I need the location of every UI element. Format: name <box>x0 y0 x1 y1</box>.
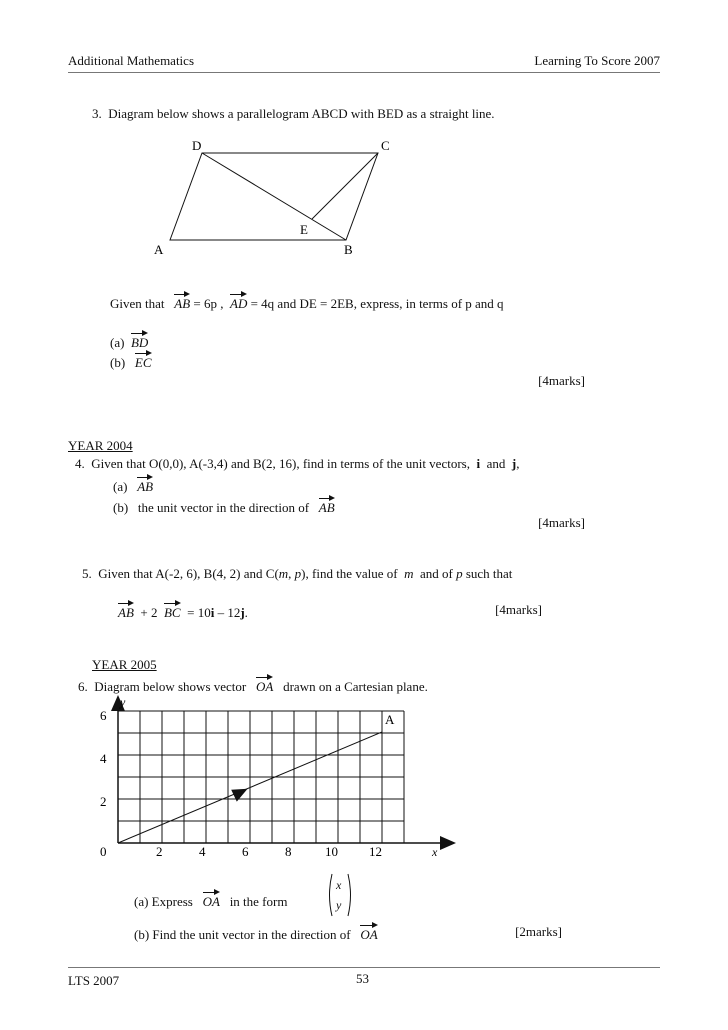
vector-ab: AB <box>137 475 153 495</box>
footer-left: LTS 2007 <box>68 973 120 988</box>
q4-part-a: (a) AB <box>113 475 153 495</box>
vector-oa: OA <box>360 923 377 943</box>
q3-part-a: (a) BD <box>110 331 148 351</box>
y-tick-6: 6 <box>100 708 107 723</box>
x-tick-10: 10 <box>325 844 338 859</box>
page-number: 53 <box>356 971 369 986</box>
x-tick-0: 0 <box>100 844 107 859</box>
line-ec <box>312 153 378 219</box>
parallelogram-diagram <box>140 136 400 266</box>
label-e: E <box>300 222 308 237</box>
x-axis-label: x <box>432 845 438 859</box>
vector-bd: BD <box>131 331 148 351</box>
vector-ab: AB <box>319 496 335 516</box>
label-a: A <box>154 242 164 257</box>
y-tick-4: 4 <box>100 751 107 766</box>
column-vector-y: y <box>336 898 342 912</box>
label-d: D <box>192 138 202 153</box>
q6-text: 6. Diagram below shows vector OA drawn on a Cartesian plane. <box>78 675 428 695</box>
q5-marks: [4marks] <box>495 602 542 617</box>
q6-part-a: (a) Express OA in the form <box>134 890 287 910</box>
x-tick-6: 6 <box>242 844 249 859</box>
header-left: Additional Mathematics <box>68 53 195 68</box>
cartesian-grid <box>88 693 468 868</box>
footer-rule <box>68 967 660 968</box>
q5-text: 5. Given that A(-2, 6), B(4, 2) and C(m, p), find the value of m and of p such that <box>82 566 513 581</box>
vector-oa: OA <box>256 675 273 695</box>
vector-ec: EC <box>135 351 152 371</box>
vector-ad: AD <box>230 292 247 312</box>
q3-given: Given that AB = 6p , AD = 4q and DE = 2EB, express, in terms of p and q <box>110 292 504 312</box>
q3-marks: [4marks] <box>538 373 585 388</box>
year-2005-heading: YEAR 2005 <box>92 657 157 672</box>
q4-part-b: (b) the unit vector in the direction of AB <box>113 496 335 516</box>
x-axis-arrow <box>440 836 456 850</box>
q6-marks: [2marks] <box>515 924 562 939</box>
x-tick-4: 4 <box>199 844 206 859</box>
vector-oa-arrowhead <box>231 789 247 802</box>
vector-oa: OA <box>203 890 220 910</box>
q3-part-b: (b) EC <box>110 351 152 371</box>
line-bed <box>202 153 346 240</box>
column-vector-x: x <box>336 878 342 892</box>
x-tick-8: 8 <box>285 844 292 859</box>
vector-ab: AB <box>118 601 134 621</box>
label-c: C <box>381 138 390 153</box>
y-tick-2: 2 <box>100 794 107 809</box>
y-axis-label: y <box>120 695 126 709</box>
vector-ab: AB <box>174 292 190 312</box>
header-rule <box>68 72 660 73</box>
q6-part-b: (b) Find the unit vector in the direction of OA <box>134 923 378 943</box>
header-right: Learning To Score 2007 <box>534 53 660 68</box>
point-a-label: A <box>385 712 395 727</box>
year-2004-heading: YEAR 2004 <box>68 438 133 453</box>
label-b: B <box>344 242 353 257</box>
x-tick-2: 2 <box>156 844 163 859</box>
x-tick-12: 12 <box>369 844 382 859</box>
q4-text: 4. Given that O(0,0), A(-3,4) and B(2, 16), find in terms of the unit vectors, i and j, <box>75 456 520 471</box>
q4-marks: [4marks] <box>538 515 585 530</box>
vector-bc: BC <box>164 601 181 621</box>
q3-intro: 3. Diagram below shows a parallelogram ABCD with BED as a straight line. <box>92 106 495 121</box>
q5-equation: AB + 2 BC = 10i – 12j. <box>118 601 248 621</box>
column-vector <box>327 872 353 918</box>
